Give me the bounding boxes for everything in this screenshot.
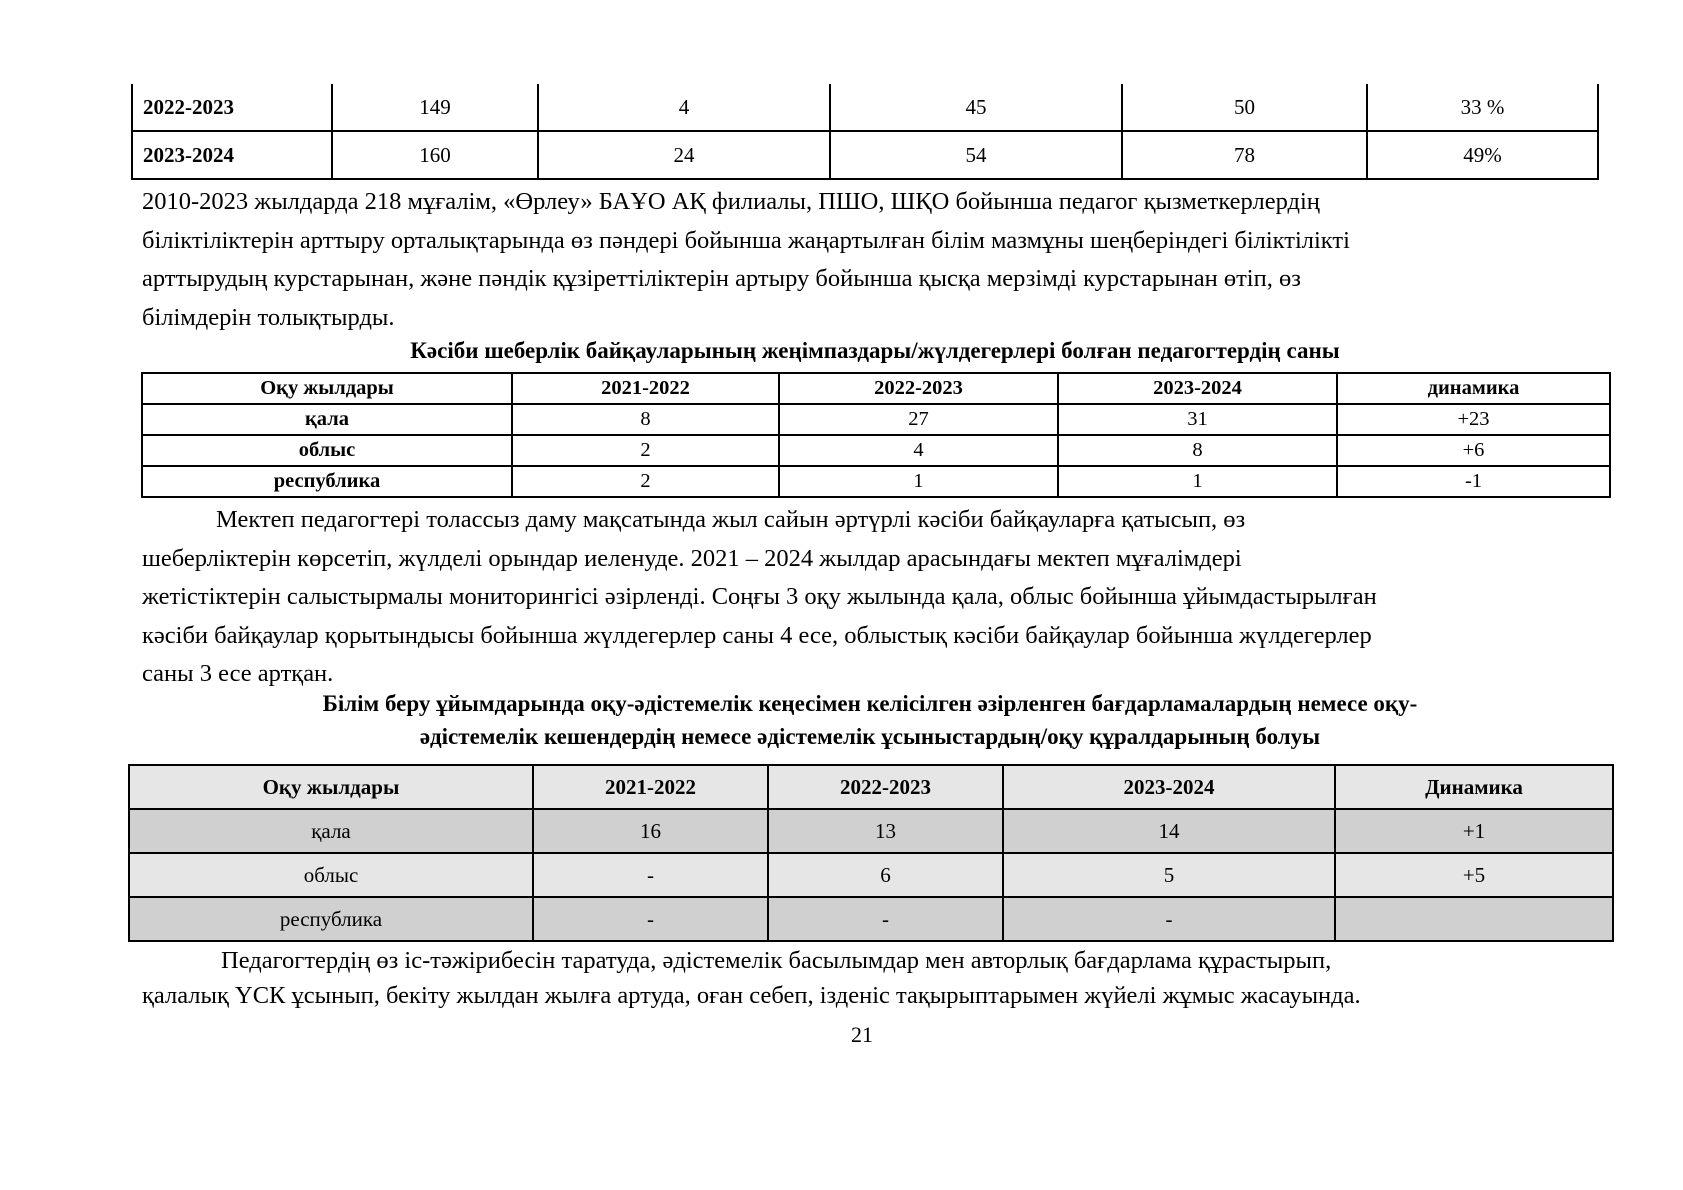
table-cell: 1	[1058, 466, 1337, 497]
table-cell: +23	[1337, 404, 1610, 435]
column-header: Динамика	[1335, 765, 1613, 809]
row-header: республика	[142, 466, 512, 497]
table-cell: 14	[1003, 809, 1335, 853]
table-cell: 4	[779, 435, 1058, 466]
table-cell: 27	[779, 404, 1058, 435]
table-cell: +1	[1335, 809, 1613, 853]
table-row	[129, 853, 1613, 897]
text-line: білімдерін толықтырды.	[142, 303, 395, 331]
row-header: облыс	[129, 853, 533, 897]
table-cell: +6	[1337, 435, 1610, 466]
table-cell: -	[533, 853, 768, 897]
text-line: 2010-2023 жылдарда 218 мұғалім, «Өрлеу» БАҰО АҚ филиалы, ПШО, ШҚО бойынша педагог қызметкерлердің	[142, 188, 1320, 215]
table-cell: 45	[830, 84, 1122, 131]
competition-winners-table	[141, 372, 1611, 498]
table-cell: 1	[779, 466, 1058, 497]
paragraph-teacher-training	[142, 183, 1582, 337]
page-number: 21	[851, 1022, 873, 1047]
column-header: 2021-2022	[533, 765, 768, 809]
table-cell: 5	[1003, 853, 1335, 897]
title-line: Білім беру ұйымдарында оқу-әдістемелік кеңесімен келісілген әзірленген бағдарламалардың немесе оқу-	[322, 691, 1418, 716]
table-cell: -	[768, 897, 1003, 941]
table-row	[129, 897, 1613, 941]
table-cell: -1	[1337, 466, 1610, 497]
row-header: қала	[142, 404, 512, 435]
table-cell: 6	[768, 853, 1003, 897]
column-header: 2022-2023	[779, 373, 1058, 404]
text-line: Педагогтердің өз іс-тәжірибесін таратуда, әдістемелік басылымдар мен авторлық бағдарлама құрастырып,	[221, 947, 1332, 974]
year-cell: 2022-2023	[132, 84, 332, 131]
table-cell: 33 %	[1367, 84, 1598, 131]
table-cell: 24	[538, 131, 830, 179]
table-header-row	[142, 373, 1610, 404]
column-header: 2022-2023	[768, 765, 1003, 809]
table-cell: 149	[332, 84, 538, 131]
table-cell: 78	[1122, 131, 1367, 179]
row-header: қала	[129, 809, 533, 853]
paragraph-experience-sharing	[142, 943, 1582, 1013]
column-header: 2023-2024	[1058, 373, 1337, 404]
table-cell: +5	[1335, 853, 1613, 897]
column-header: Оқу жылдары	[129, 765, 533, 809]
table-cell: 2	[512, 466, 779, 497]
paragraph-competitions	[142, 501, 1582, 694]
text-line: шеберліктерін көрсетіп, жүлделі орындар иеленуде. 2021 – 2024 жылдар арасындағы мектеп мұғалімдері	[142, 544, 1242, 572]
table-row	[132, 84, 1598, 131]
table-row	[142, 435, 1610, 466]
column-header: динамика	[1337, 373, 1610, 404]
table-row	[142, 466, 1610, 497]
column-header: 2021-2022	[512, 373, 779, 404]
table-cell: 16	[533, 809, 768, 853]
table-row	[132, 131, 1598, 179]
column-header: Оқу жылдары	[142, 373, 512, 404]
table-cell: 8	[1058, 435, 1337, 466]
text-line: қалалық ҮСК ұсынып, бекіту жылдан жылға артуда, оған себеп, ізденіс тақырыптарымен жүйелі жұмыс жасауында.	[142, 982, 1361, 1009]
table-cell: 2	[512, 435, 779, 466]
text-line: Мектеп педагогтері толассыз даму мақсатында жыл сайын әртүрлі кәсіби байқауларға қатысып, өз	[216, 506, 1246, 533]
table-cell: 160	[332, 131, 538, 179]
table-cell: 8	[512, 404, 779, 435]
column-header: 2023-2024	[1003, 765, 1335, 809]
table-cell	[1335, 897, 1613, 941]
table-cell: 31	[1058, 404, 1337, 435]
table-cell: -	[533, 897, 768, 941]
table-cell: 13	[768, 809, 1003, 853]
table-continuation	[131, 84, 1599, 180]
year-cell: 2023-2024	[132, 131, 332, 179]
row-header: облыс	[142, 435, 512, 466]
methodical-programs-table	[128, 764, 1614, 942]
table-cell: 50	[1122, 84, 1367, 131]
row-header: республика	[129, 897, 533, 941]
text-line: кәсіби байқаулар қорытындысы бойынша жүлдегерлер саны 4 есе, облыстық кәсіби байқаулар бойынша жүлдегерлер	[142, 621, 1372, 649]
table-cell: -	[1003, 897, 1335, 941]
text-line: біліктіліктерін арттыру орталықтарында өз пәндері бойынша жаңартылған білім мазмұны шеңберіндегі біліктілікті	[142, 226, 1350, 254]
table-header-row	[129, 765, 1613, 809]
text-line: арттырудың курстарынан, және пәндік құзіреттіліктерін артыру бойынша қысқа мерзімді курстарынан өтіп, өз	[142, 265, 1301, 292]
table-cell: 54	[830, 131, 1122, 179]
table3-title	[128, 687, 1612, 753]
table-row	[129, 809, 1613, 853]
text-line: саны 3 есе артқан.	[142, 660, 334, 687]
text-line: жетістіктерін салыстырмалы мониторингісі әзірленді. Соңғы 3 оқу жылында қала, облыс бойынша ұйымдастырылған	[142, 583, 1377, 610]
table-cell: 49%	[1367, 131, 1598, 179]
table-row	[142, 404, 1610, 435]
title-line: әдістемелік кешендердің немесе әдістемелік ұсыныстардың/оқу құралдарының болуы	[419, 724, 1321, 749]
table-cell: 4	[538, 84, 830, 131]
table2-title: Кәсіби шеберлік байқауларының жеңімпаздары/жүлдегерлері болған педагогтердің саны	[410, 338, 1340, 363]
